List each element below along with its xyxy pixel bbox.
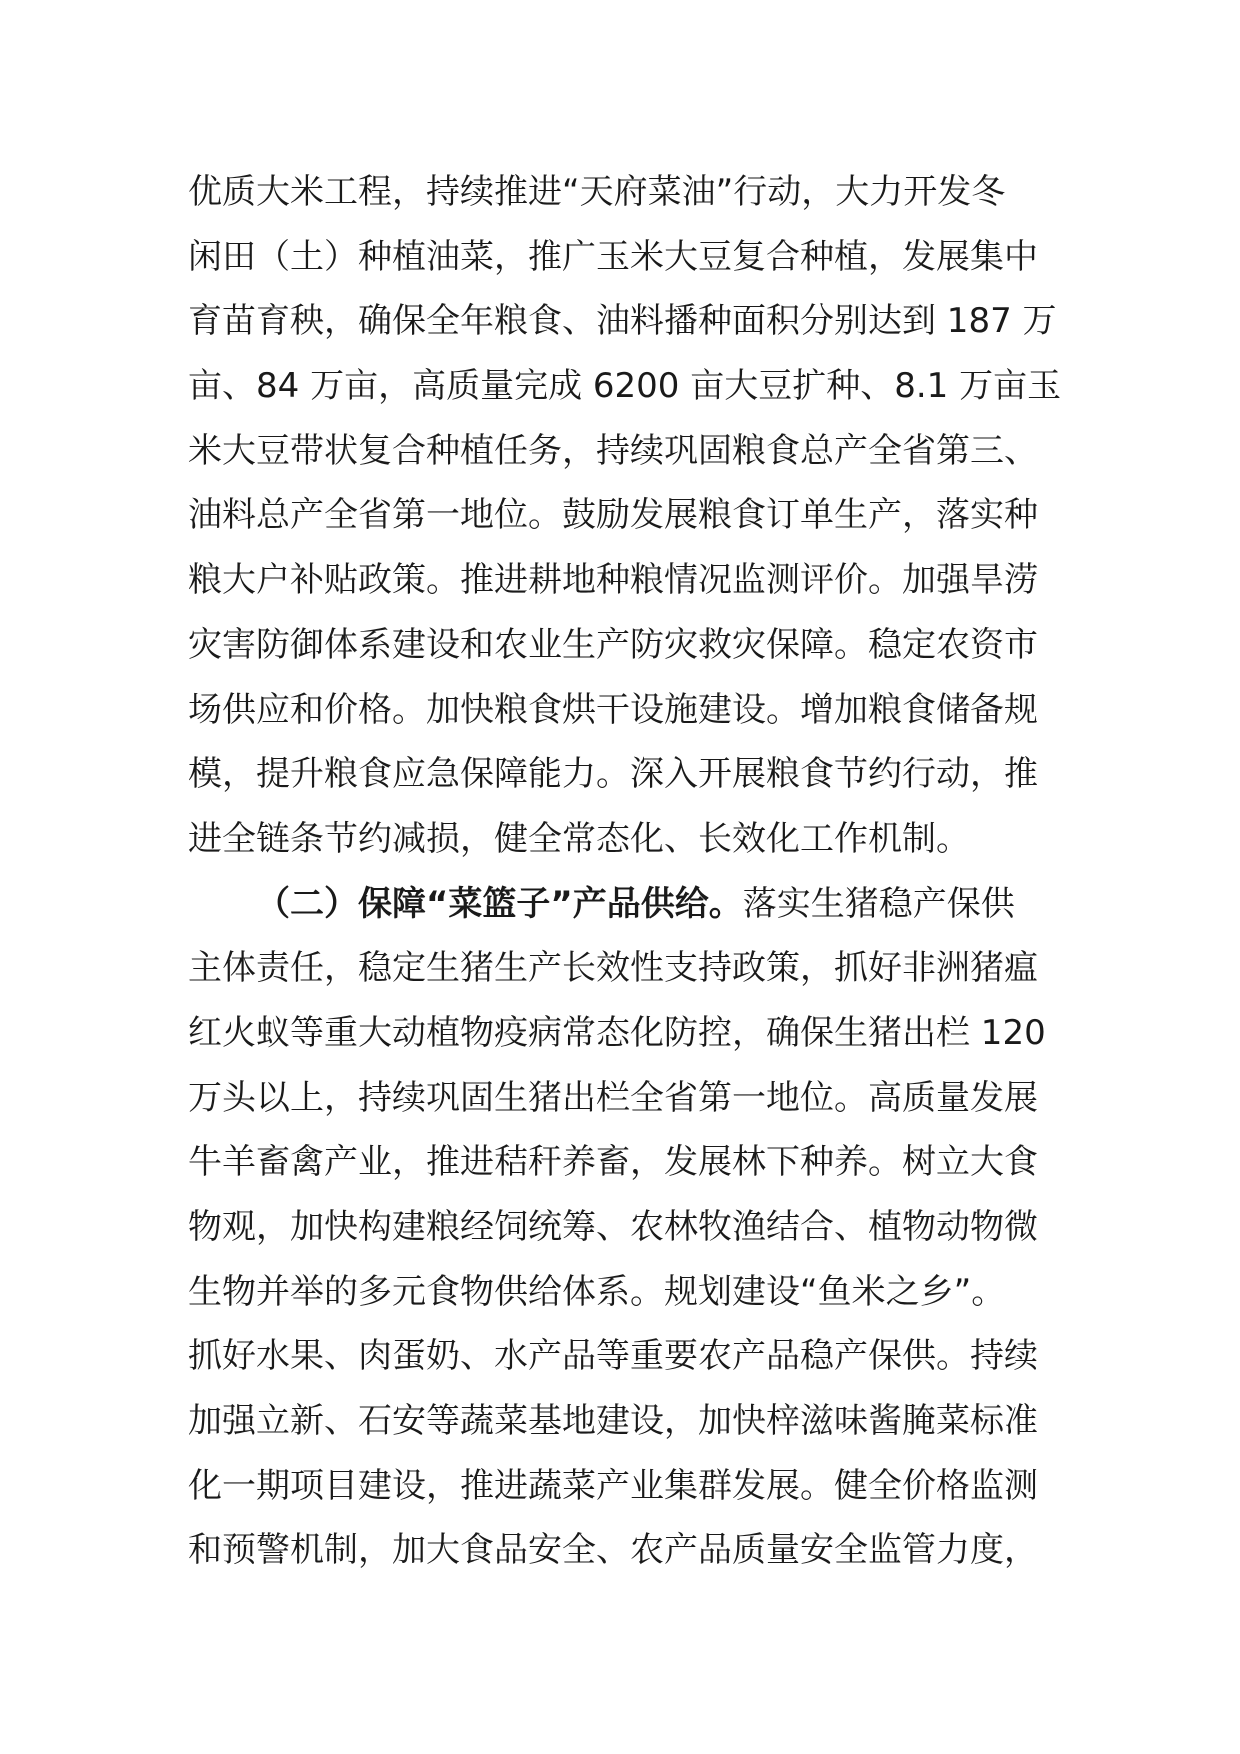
text-line: 化一期项目建设，推进蔬菜产业集群发展。健全价格监测 [188, 1465, 1038, 1506]
section-2-first-line-text: 落实生猪稳产保供 [742, 883, 1015, 924]
text-line: 油料总产全省第一地位。鼓励发展粮食订单生产，落实种 [188, 495, 1038, 536]
text-line: 粮大户补贴政策。推进耕地种粮情况监测评价。加强旱涝 [188, 560, 1038, 601]
text-line: 红火蚁等重大动植物疫病常态化防控，确保生猪出栏 120 [188, 1012, 1046, 1053]
text-line: 场供应和价格。加快粮食烘干设施建设。增加粮食储备规 [188, 689, 1038, 730]
text-line: 灾害防御体系建设和农业生产防灾救灾保障。稳定农资市 [188, 624, 1038, 665]
text-line: 和预警机制，加大食品安全、农产品质量安全监管力度， [188, 1530, 1038, 1571]
text-line: 优质大米工程，持续推进“天府菜油”行动，大力开发冬 [188, 172, 1006, 212]
text-line: 主体责任，稳定生猪生产长效性支持政策，抓好非洲猪瘟 [188, 948, 1038, 989]
text-line: 闲田（土）种植油菜，推广玉米大豆复合种植，发展集中 [188, 236, 1038, 277]
text-line: 物观，加快构建粮经饲统筹、农林牧渔结合、植物动物微 [188, 1207, 1038, 1247]
paragraph-vegetable-basket [188, 936, 1058, 1583]
text-line: 加强立新、石安等蔬菜基地建设，加快梓滋味酱腌菜标准 [188, 1401, 1038, 1442]
text-line: 进全链条节约减损，健全常态化、长效化工作机制。 [188, 818, 970, 859]
section-2-heading: （二）保障“菜篮子”产品供给。 [256, 883, 743, 924]
text-line: 生物并举的多元食物供给体系。规划建设“鱼米之乡”。 [188, 1271, 1006, 1312]
text-line: 育苗育秧，确保全年粮食、油料播种面积分别达到 187 万 [188, 301, 1057, 342]
body-text [188, 160, 1062, 1583]
text-line: 抓好水果、肉蛋奶、水产品等重要农产品稳产保供。持续 [188, 1336, 1038, 1377]
text-line: 亩、84 万亩，高质量完成 6200 亩大豆扩种、8.1 万亩玉 [188, 366, 1062, 407]
text-line: 万头以上，持续巩固生猪出栏全省第一地位。高质量发展 [188, 1077, 1038, 1118]
paragraph-grain-supply [188, 160, 1062, 872]
text-line: 米大豆带状复合种植任务，持续巩固粮食总产全省第三、 [188, 430, 1038, 471]
text-line: 模，提升粮食应急保障能力。深入开展粮食节约行动，推 [188, 754, 1038, 795]
section-2-first-line [188, 872, 1058, 937]
text-line: 牛羊畜禽产业，推进秸秆养畜，发展林下种养。树立大食 [188, 1142, 1038, 1183]
